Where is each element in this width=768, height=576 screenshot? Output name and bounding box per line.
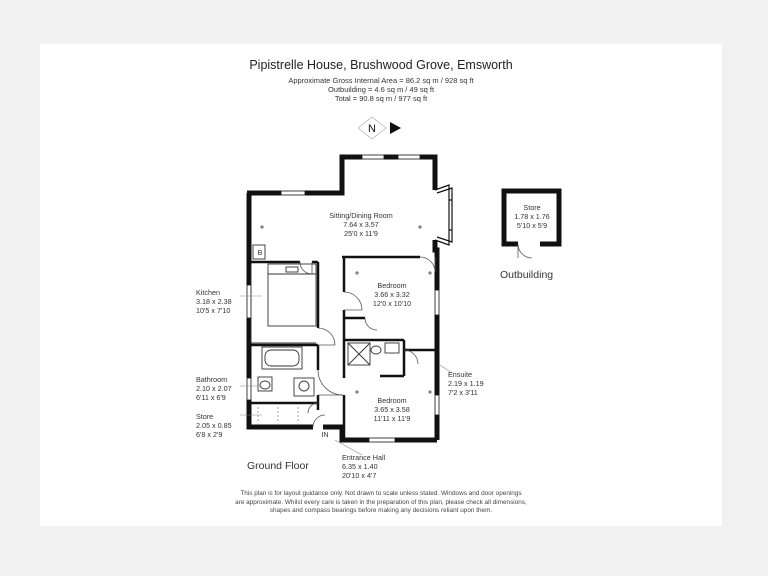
label-leaders bbox=[240, 296, 452, 455]
room-metric: 3.66 x 3.32 bbox=[374, 290, 410, 299]
room-name: Entrance Hall bbox=[342, 453, 386, 462]
room-name: Sitting/Dining Room bbox=[329, 211, 393, 220]
room-bedroom-1 bbox=[352, 281, 432, 308]
room-metric: 1.78 x 1.76 bbox=[514, 212, 550, 221]
ensuite-fittings bbox=[348, 343, 399, 365]
room-metric: 3.65 x 3.58 bbox=[374, 405, 410, 414]
disclaimer-line: are approximate. Whilst every care is taken in the preparation of this plan, please check all dimensions, bbox=[235, 498, 527, 506]
kitchen-fittings bbox=[251, 245, 316, 343]
outbuilding-label: Outbuilding bbox=[500, 269, 554, 281]
outbuilding-door bbox=[518, 244, 540, 258]
room-bathroom bbox=[196, 375, 244, 402]
compass-letter: N bbox=[368, 123, 376, 135]
property-title: Pipistrelle House, Brushwood Grove, Emsworth bbox=[249, 58, 513, 72]
room-metric: 2.05 x 0.85 bbox=[196, 421, 232, 430]
room-name: Bedroom bbox=[377, 281, 407, 290]
room-imperial: 20'10 x 4'7 bbox=[342, 471, 377, 480]
room-imperial: 10'5 x 7'10 bbox=[196, 306, 231, 315]
gross-area-text: Approximate Gross Internal Area = 86.2 sq m / 928 sq ft bbox=[288, 76, 474, 85]
room-imperial: 6'8 x 2'9 bbox=[196, 430, 223, 439]
room-bedroom-2 bbox=[352, 396, 432, 423]
room-metric: 2.10 x 2.07 bbox=[196, 384, 232, 393]
room-imperial: 12'0 x 10'10 bbox=[372, 299, 412, 308]
room-store bbox=[196, 412, 244, 439]
room-name: Bathroom bbox=[196, 375, 228, 384]
room-name: Store bbox=[196, 412, 214, 421]
room-metric: 7.64 x 3.57 bbox=[343, 220, 379, 229]
room-outbuilding-store bbox=[507, 203, 557, 230]
room-name: Kitchen bbox=[196, 288, 220, 297]
bay-window bbox=[435, 185, 452, 245]
room-imperial: 11'11 x 11'9 bbox=[373, 414, 411, 423]
room-kitchen bbox=[196, 288, 244, 315]
room-metric: 6.35 x 1.40 bbox=[342, 462, 378, 471]
store-shelving bbox=[258, 407, 298, 422]
bathroom-fittings bbox=[258, 347, 314, 396]
ground-floor-label: Ground Floor bbox=[247, 460, 309, 472]
room-entrance-hall bbox=[342, 453, 400, 480]
boiler-mark: B bbox=[257, 248, 263, 257]
entry-mark: IN bbox=[321, 430, 329, 439]
room-metric: 3.18 x 2.38 bbox=[196, 297, 232, 306]
room-imperial: 25'0 x 11'9 bbox=[344, 229, 378, 238]
room-ensuite bbox=[448, 370, 494, 397]
outbuilding-area-text: Outbuilding = 4.6 sq m / 49 sq ft bbox=[327, 85, 435, 94]
room-imperial: 5'10 x 5'9 bbox=[516, 221, 548, 230]
disclaimer-line: This plan is for layout guidance only. Not drawn to scale unless stated. Windows and door openings bbox=[240, 490, 522, 497]
room-imperial: 7'2 x 3'11 bbox=[448, 388, 478, 397]
room-name: Store bbox=[523, 203, 541, 212]
total-area-text: Total = 90.8 sq m / 977 sq ft bbox=[334, 94, 428, 103]
room-imperial: 6'11 x 6'9 bbox=[196, 393, 226, 402]
room-sitting-dining bbox=[306, 211, 416, 238]
room-metric: 2.19 x 1.19 bbox=[448, 379, 484, 388]
disclaimer bbox=[40, 490, 722, 516]
room-name: Bedroom bbox=[377, 396, 407, 405]
disclaimer-line: shapes and compass bearings before making any decisions reliant upon them. bbox=[269, 507, 493, 514]
room-name: Ensuite bbox=[448, 370, 472, 379]
